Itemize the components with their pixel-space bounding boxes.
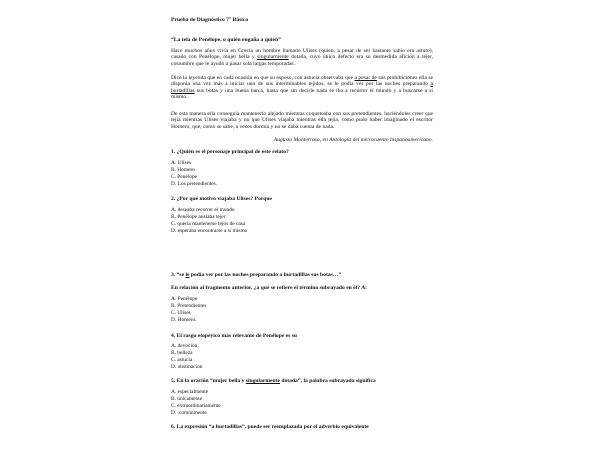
question-6: 6. La expresión “a hurtadillas”, puede ser reemplazada por el adverbio equivalente: [171, 424, 369, 430]
question-2-options: [171, 207, 247, 235]
option: B. Homero: [171, 167, 195, 173]
underlined-word: singularmente: [245, 378, 280, 384]
option: C. quería mantenerse lejos de casa: [171, 221, 246, 227]
option: A. Ulises: [171, 160, 192, 166]
option: D. Los pretendientes.: [171, 181, 218, 187]
question-2: 2. ¿Por qué motivo viajaba Ulises? Porque: [171, 196, 272, 202]
underlined-word: le: [185, 272, 190, 278]
option: A. devoción: [171, 343, 198, 349]
document-header: Prueba de Diagnóstico 7° Básico: [171, 17, 249, 23]
story-attribution: Augusto Monterroso, en Antología del microcuento hispanoamericano.: [273, 137, 433, 143]
option: A. deseaba recorrer el mundo: [171, 207, 235, 213]
question-3: 3. “se le podía ver por las noches preparando a hurtadillas sus botas…”: [171, 272, 342, 278]
story-title: “La tela de Penélope, o quién engaña a quién”: [171, 37, 281, 43]
story-paragraph-3: De esta manera ella conseguía mantenerlo alejado mientras coqueteaba con sus pretendientes, haciéndoles creer que tejía mientras Ulises viajaba y no que Ulises viajaba mientras ella tejía, como pudo haber imaginado el escritor Homero, que, como se sabe, a veces dormía y no se daba cuenta de nada.: [171, 111, 433, 130]
question-5: 5. En la oración “mujer bella y singularmente dotada”, la palabra subrayada significa: [171, 378, 376, 384]
option: D. esperaba encontrarse a sí mismo: [171, 228, 248, 234]
question-4-options: [171, 343, 202, 371]
underlined-phrase: a hurtadillas: [171, 81, 433, 94]
option: D. .comúnmente: [171, 410, 207, 416]
question-1: 1. ¿Quién es el personaje principal de este relato?: [171, 149, 289, 155]
story-paragraph-2: Dice la leyenda que en cada ocasión en que su esposo, con astucia observaba que a pesar de sus prohibiciones ella se disponía una vez más a iniciar uno de sus interminables tejidos, se le podía ver por las noches preparando a hurtadillas sus botas y una buena barca, hasta que sin decirle nada se iba a recorrer el mundo y a buscarse a sí mismo.: [171, 75, 433, 101]
underlined-word: singularmente: [256, 54, 289, 61]
option: C. Ulises: [171, 310, 191, 316]
story-paragraph-1: Hace muchos años vivía en Grecia un hombre llamado Ulises (quien, a pesar de ser bastante sabio era astuto), casado con Penélope, mujer bella y singularmente dotada, cuyo único defecto era su desmedida afición a tejer, costumbre que le ayudó a pasar sola largas temporadas.: [171, 48, 433, 67]
question-3-prompt: En relación al fragmento anterior, ¿a qué se refiere el término subrayado en él? A:: [171, 285, 368, 291]
question-5-options: [171, 389, 221, 417]
question-4: 4. El rasgo etopéyico más relevante de Penélope es su: [171, 333, 298, 339]
option: C. Penélope: [171, 174, 198, 180]
option: A. especialmente: [171, 389, 209, 395]
question-3-options: [171, 296, 206, 324]
option: D. Homero.: [171, 317, 197, 323]
option: C. astucia: [171, 357, 193, 363]
option: B. Penélope ansiaba tejer: [171, 214, 226, 220]
option: A. Penélope: [171, 296, 198, 302]
option: B. Pretendientes: [171, 303, 207, 309]
option: D. obstinación: [171, 364, 203, 370]
option: B. belleza: [171, 350, 193, 356]
option: B. únicamente: [171, 396, 203, 402]
question-1-options: [171, 160, 217, 188]
option: C. extraordinariamente: [171, 403, 221, 409]
underlined-phrase: a pesar de: [354, 75, 377, 81]
